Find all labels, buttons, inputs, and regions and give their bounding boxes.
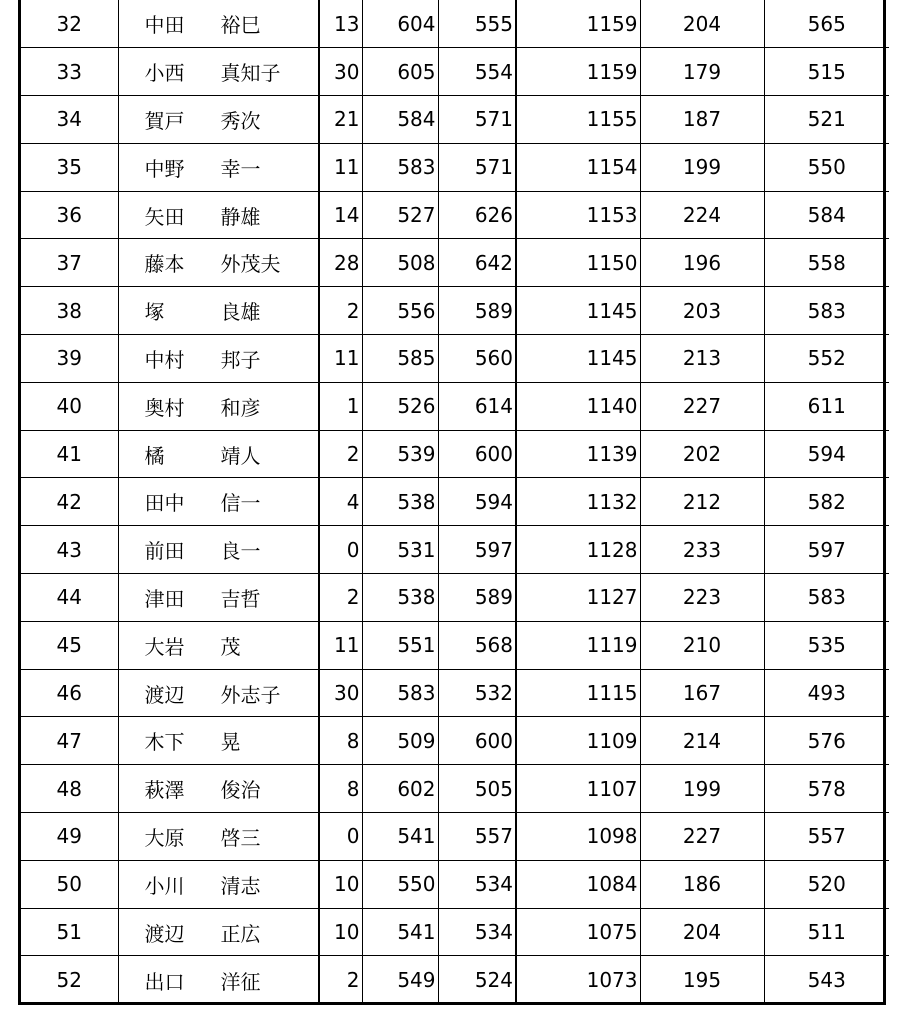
stat6-cell: 584	[764, 191, 889, 239]
given-name: 邦子	[220, 347, 261, 372]
given-name: 正広	[220, 921, 261, 946]
name-cell	[118, 287, 319, 335]
stat5-cell: 202	[640, 430, 764, 478]
given-name: 秀次	[220, 108, 261, 133]
rank-cell: 35	[21, 143, 118, 191]
player-name	[119, 344, 319, 373]
name-cell	[118, 48, 319, 96]
stat6-cell: 543	[764, 956, 889, 1004]
given-name: 吉哲	[220, 586, 261, 611]
total-cell: 1140	[516, 382, 640, 430]
handicap-cell: 10	[319, 908, 362, 956]
family-name: 津田	[144, 586, 185, 611]
handicap-cell: 2	[319, 287, 362, 335]
player-name	[119, 248, 319, 277]
name-cell	[118, 813, 319, 861]
given-name: 清志	[220, 873, 261, 898]
total-cell: 1107	[516, 765, 640, 813]
table-row	[21, 813, 889, 861]
score1-cell: 551	[362, 621, 438, 669]
table-row	[21, 478, 889, 526]
stat5-cell: 203	[640, 287, 764, 335]
rank-cell: 42	[21, 478, 118, 526]
stat6-cell: 550	[764, 143, 889, 191]
rank-cell: 32	[21, 0, 118, 48]
handicap-cell: 11	[319, 335, 362, 383]
given-name: 裕巳	[220, 13, 261, 38]
score1-cell: 509	[362, 717, 438, 765]
name-cell	[118, 382, 319, 430]
score2-cell: 642	[438, 239, 516, 287]
player-name	[119, 726, 319, 755]
name-cell	[118, 430, 319, 478]
handicap-cell: 2	[319, 956, 362, 1004]
given-name: 靖人	[220, 443, 261, 468]
score2-cell: 571	[438, 96, 516, 144]
given-name: 静雄	[220, 204, 261, 229]
total-cell: 1119	[516, 621, 640, 669]
player-name	[119, 535, 319, 564]
handicap-cell: 30	[319, 48, 362, 96]
family-name: 塚	[144, 300, 165, 325]
rank-cell: 50	[21, 860, 118, 908]
handicap-cell: 4	[319, 478, 362, 526]
name-cell	[118, 478, 319, 526]
table-row	[21, 908, 889, 956]
name-cell	[118, 908, 319, 956]
total-cell: 1075	[516, 908, 640, 956]
stat6-cell: 611	[764, 382, 889, 430]
total-cell: 1159	[516, 48, 640, 96]
score1-cell: 605	[362, 48, 438, 96]
rank-cell: 33	[21, 48, 118, 96]
stat5-cell: 196	[640, 239, 764, 287]
table-row	[21, 956, 889, 1004]
stat5-cell: 187	[640, 96, 764, 144]
family-name: 藤本	[144, 252, 185, 277]
name-cell	[118, 621, 319, 669]
table-row	[21, 96, 889, 144]
family-name: 小西	[144, 61, 185, 86]
given-name: 和彦	[220, 395, 261, 420]
score1-cell: 541	[362, 908, 438, 956]
stat6-cell: 583	[764, 287, 889, 335]
score1-cell: 526	[362, 382, 438, 430]
family-name: 賀戸	[144, 108, 185, 133]
family-name: 渡辺	[144, 682, 185, 707]
handicap-cell: 14	[319, 191, 362, 239]
stat6-cell: 493	[764, 669, 889, 717]
score2-cell: 534	[438, 860, 516, 908]
stat6-cell: 521	[764, 96, 889, 144]
stat6-cell: 578	[764, 765, 889, 813]
score2-cell: 532	[438, 669, 516, 717]
total-cell: 1128	[516, 526, 640, 574]
stat5-cell: 195	[640, 956, 764, 1004]
stat6-cell: 535	[764, 621, 889, 669]
score1-cell: 583	[362, 143, 438, 191]
family-name: 前田	[144, 539, 185, 564]
total-cell: 1084	[516, 860, 640, 908]
score2-cell: 600	[438, 430, 516, 478]
table-row	[21, 143, 889, 191]
player-name	[119, 918, 319, 947]
given-name: 良雄	[220, 300, 261, 325]
score1-cell: 556	[362, 287, 438, 335]
score2-cell: 555	[438, 0, 516, 48]
given-name: 信一	[220, 491, 261, 516]
name-cell	[118, 669, 319, 717]
stat5-cell: 199	[640, 765, 764, 813]
total-cell: 1159	[516, 0, 640, 48]
table-row	[21, 239, 889, 287]
player-name	[119, 679, 319, 708]
table-row	[21, 335, 889, 383]
rank-cell: 43	[21, 526, 118, 574]
name-cell	[118, 0, 319, 48]
table-row	[21, 717, 889, 765]
total-cell: 1139	[516, 430, 640, 478]
given-name: 外茂夫	[220, 252, 281, 277]
family-name: 中野	[144, 156, 185, 181]
score2-cell: 594	[438, 478, 516, 526]
stat5-cell: 179	[640, 48, 764, 96]
total-cell: 1127	[516, 574, 640, 622]
stat5-cell: 223	[640, 574, 764, 622]
given-name: 啓三	[220, 825, 261, 850]
table-row	[21, 574, 889, 622]
rank-cell: 40	[21, 382, 118, 430]
score1-cell: 583	[362, 669, 438, 717]
player-name	[119, 774, 319, 803]
name-cell	[118, 96, 319, 144]
given-name: 洋征	[220, 969, 261, 994]
score2-cell: 534	[438, 908, 516, 956]
table-row	[21, 621, 889, 669]
stat5-cell: 224	[640, 191, 764, 239]
stat5-cell: 213	[640, 335, 764, 383]
given-name: 幸一	[220, 156, 261, 181]
handicap-cell: 0	[319, 813, 362, 861]
score1-cell: 602	[362, 765, 438, 813]
total-cell: 1145	[516, 335, 640, 383]
total-cell: 1109	[516, 717, 640, 765]
stat5-cell: 227	[640, 813, 764, 861]
score1-cell: 549	[362, 956, 438, 1004]
table-row	[21, 191, 889, 239]
family-name: 萩澤	[144, 778, 185, 803]
rank-cell: 46	[21, 669, 118, 717]
table-row	[21, 0, 889, 48]
total-cell: 1132	[516, 478, 640, 526]
family-name: 奥村	[144, 395, 185, 420]
score1-cell: 538	[362, 574, 438, 622]
stat5-cell: 233	[640, 526, 764, 574]
score1-cell: 539	[362, 430, 438, 478]
handicap-cell: 11	[319, 621, 362, 669]
name-cell	[118, 956, 319, 1004]
family-name: 木下	[144, 730, 185, 755]
handicap-cell: 0	[319, 526, 362, 574]
family-name: 小川	[144, 873, 185, 898]
stat6-cell: 558	[764, 239, 889, 287]
player-name	[119, 487, 319, 516]
rank-cell: 48	[21, 765, 118, 813]
name-cell	[118, 860, 319, 908]
stat5-cell: 204	[640, 908, 764, 956]
score2-cell: 560	[438, 335, 516, 383]
family-name: 橘	[144, 443, 165, 468]
handicap-cell: 8	[319, 717, 362, 765]
rank-cell: 36	[21, 191, 118, 239]
score1-cell: 584	[362, 96, 438, 144]
stat6-cell: 583	[764, 574, 889, 622]
name-cell	[118, 526, 319, 574]
stat6-cell: 582	[764, 478, 889, 526]
score1-cell: 604	[362, 0, 438, 48]
handicap-cell: 21	[319, 96, 362, 144]
score1-cell: 531	[362, 526, 438, 574]
results-table-body	[21, 0, 889, 1004]
stat6-cell: 576	[764, 717, 889, 765]
stat5-cell: 212	[640, 478, 764, 526]
family-name: 田中	[144, 491, 185, 516]
total-cell: 1073	[516, 956, 640, 1004]
rank-cell: 49	[21, 813, 118, 861]
score1-cell: 541	[362, 813, 438, 861]
handicap-cell: 2	[319, 430, 362, 478]
stat5-cell: 204	[640, 0, 764, 48]
player-name	[119, 822, 319, 851]
results-table-container	[18, 0, 886, 1005]
family-name: 出口	[144, 969, 185, 994]
stat5-cell: 186	[640, 860, 764, 908]
score2-cell: 524	[438, 956, 516, 1004]
score2-cell: 589	[438, 574, 516, 622]
score1-cell: 538	[362, 478, 438, 526]
rank-cell: 39	[21, 335, 118, 383]
score2-cell: 554	[438, 48, 516, 96]
family-name: 中村	[144, 347, 185, 372]
family-name: 渡辺	[144, 921, 185, 946]
table-row	[21, 48, 889, 96]
total-cell: 1154	[516, 143, 640, 191]
rank-cell: 41	[21, 430, 118, 478]
given-name: 真知子	[220, 61, 281, 86]
stat6-cell: 520	[764, 860, 889, 908]
name-cell	[118, 717, 319, 765]
player-name	[119, 9, 319, 38]
rank-cell: 44	[21, 574, 118, 622]
rank-cell: 34	[21, 96, 118, 144]
score2-cell: 568	[438, 621, 516, 669]
player-name	[119, 870, 319, 899]
family-name: 大岩	[144, 634, 185, 659]
rank-cell: 52	[21, 956, 118, 1004]
player-name	[119, 201, 319, 230]
family-name: 大原	[144, 825, 185, 850]
rank-cell: 51	[21, 908, 118, 956]
family-name: 矢田	[144, 204, 185, 229]
total-cell: 1115	[516, 669, 640, 717]
name-cell	[118, 239, 319, 287]
score2-cell: 597	[438, 526, 516, 574]
rank-cell: 37	[21, 239, 118, 287]
score2-cell: 505	[438, 765, 516, 813]
stat6-cell: 552	[764, 335, 889, 383]
player-name	[119, 966, 319, 995]
given-name: 晃	[220, 730, 241, 755]
name-cell	[118, 335, 319, 383]
handicap-cell: 28	[319, 239, 362, 287]
given-name: 外志子	[220, 682, 281, 707]
total-cell: 1098	[516, 813, 640, 861]
score1-cell: 527	[362, 191, 438, 239]
name-cell	[118, 191, 319, 239]
score2-cell: 557	[438, 813, 516, 861]
name-cell	[118, 765, 319, 813]
stat6-cell: 515	[764, 48, 889, 96]
given-name: 良一	[220, 539, 261, 564]
given-name: 俊治	[220, 778, 261, 803]
score2-cell: 626	[438, 191, 516, 239]
table-row	[21, 382, 889, 430]
score1-cell: 508	[362, 239, 438, 287]
stat6-cell: 594	[764, 430, 889, 478]
family-name: 中田	[144, 13, 185, 38]
score2-cell: 614	[438, 382, 516, 430]
total-cell: 1145	[516, 287, 640, 335]
score2-cell: 571	[438, 143, 516, 191]
stat5-cell: 199	[640, 143, 764, 191]
stat5-cell: 210	[640, 621, 764, 669]
stat5-cell: 167	[640, 669, 764, 717]
total-cell: 1153	[516, 191, 640, 239]
total-cell: 1150	[516, 239, 640, 287]
handicap-cell: 11	[319, 143, 362, 191]
player-name	[119, 153, 319, 182]
score1-cell: 585	[362, 335, 438, 383]
stat6-cell: 597	[764, 526, 889, 574]
handicap-cell: 8	[319, 765, 362, 813]
score2-cell: 600	[438, 717, 516, 765]
table-row	[21, 430, 889, 478]
table-row	[21, 287, 889, 335]
name-cell	[118, 574, 319, 622]
stat6-cell: 557	[764, 813, 889, 861]
player-name	[119, 440, 319, 469]
stat5-cell: 227	[640, 382, 764, 430]
player-name	[119, 392, 319, 421]
score1-cell: 550	[362, 860, 438, 908]
stat6-cell: 511	[764, 908, 889, 956]
rank-cell: 38	[21, 287, 118, 335]
player-name	[119, 105, 319, 134]
player-name	[119, 583, 319, 612]
rank-cell: 47	[21, 717, 118, 765]
table-row	[21, 860, 889, 908]
handicap-cell: 13	[319, 0, 362, 48]
given-name: 茂	[220, 634, 241, 659]
player-name	[119, 57, 319, 86]
player-name	[119, 296, 319, 325]
handicap-cell: 10	[319, 860, 362, 908]
stat5-cell: 214	[640, 717, 764, 765]
table-row	[21, 765, 889, 813]
handicap-cell: 2	[319, 574, 362, 622]
name-cell	[118, 143, 319, 191]
stat6-cell: 565	[807, 11, 846, 36]
results-table	[21, 0, 889, 1004]
table-row	[21, 526, 889, 574]
total-cell: 1155	[516, 96, 640, 144]
handicap-cell: 1	[319, 382, 362, 430]
score2-cell: 589	[438, 287, 516, 335]
rank-cell: 45	[21, 621, 118, 669]
handicap-cell: 30	[319, 669, 362, 717]
player-name	[119, 631, 319, 660]
table-row	[21, 669, 889, 717]
